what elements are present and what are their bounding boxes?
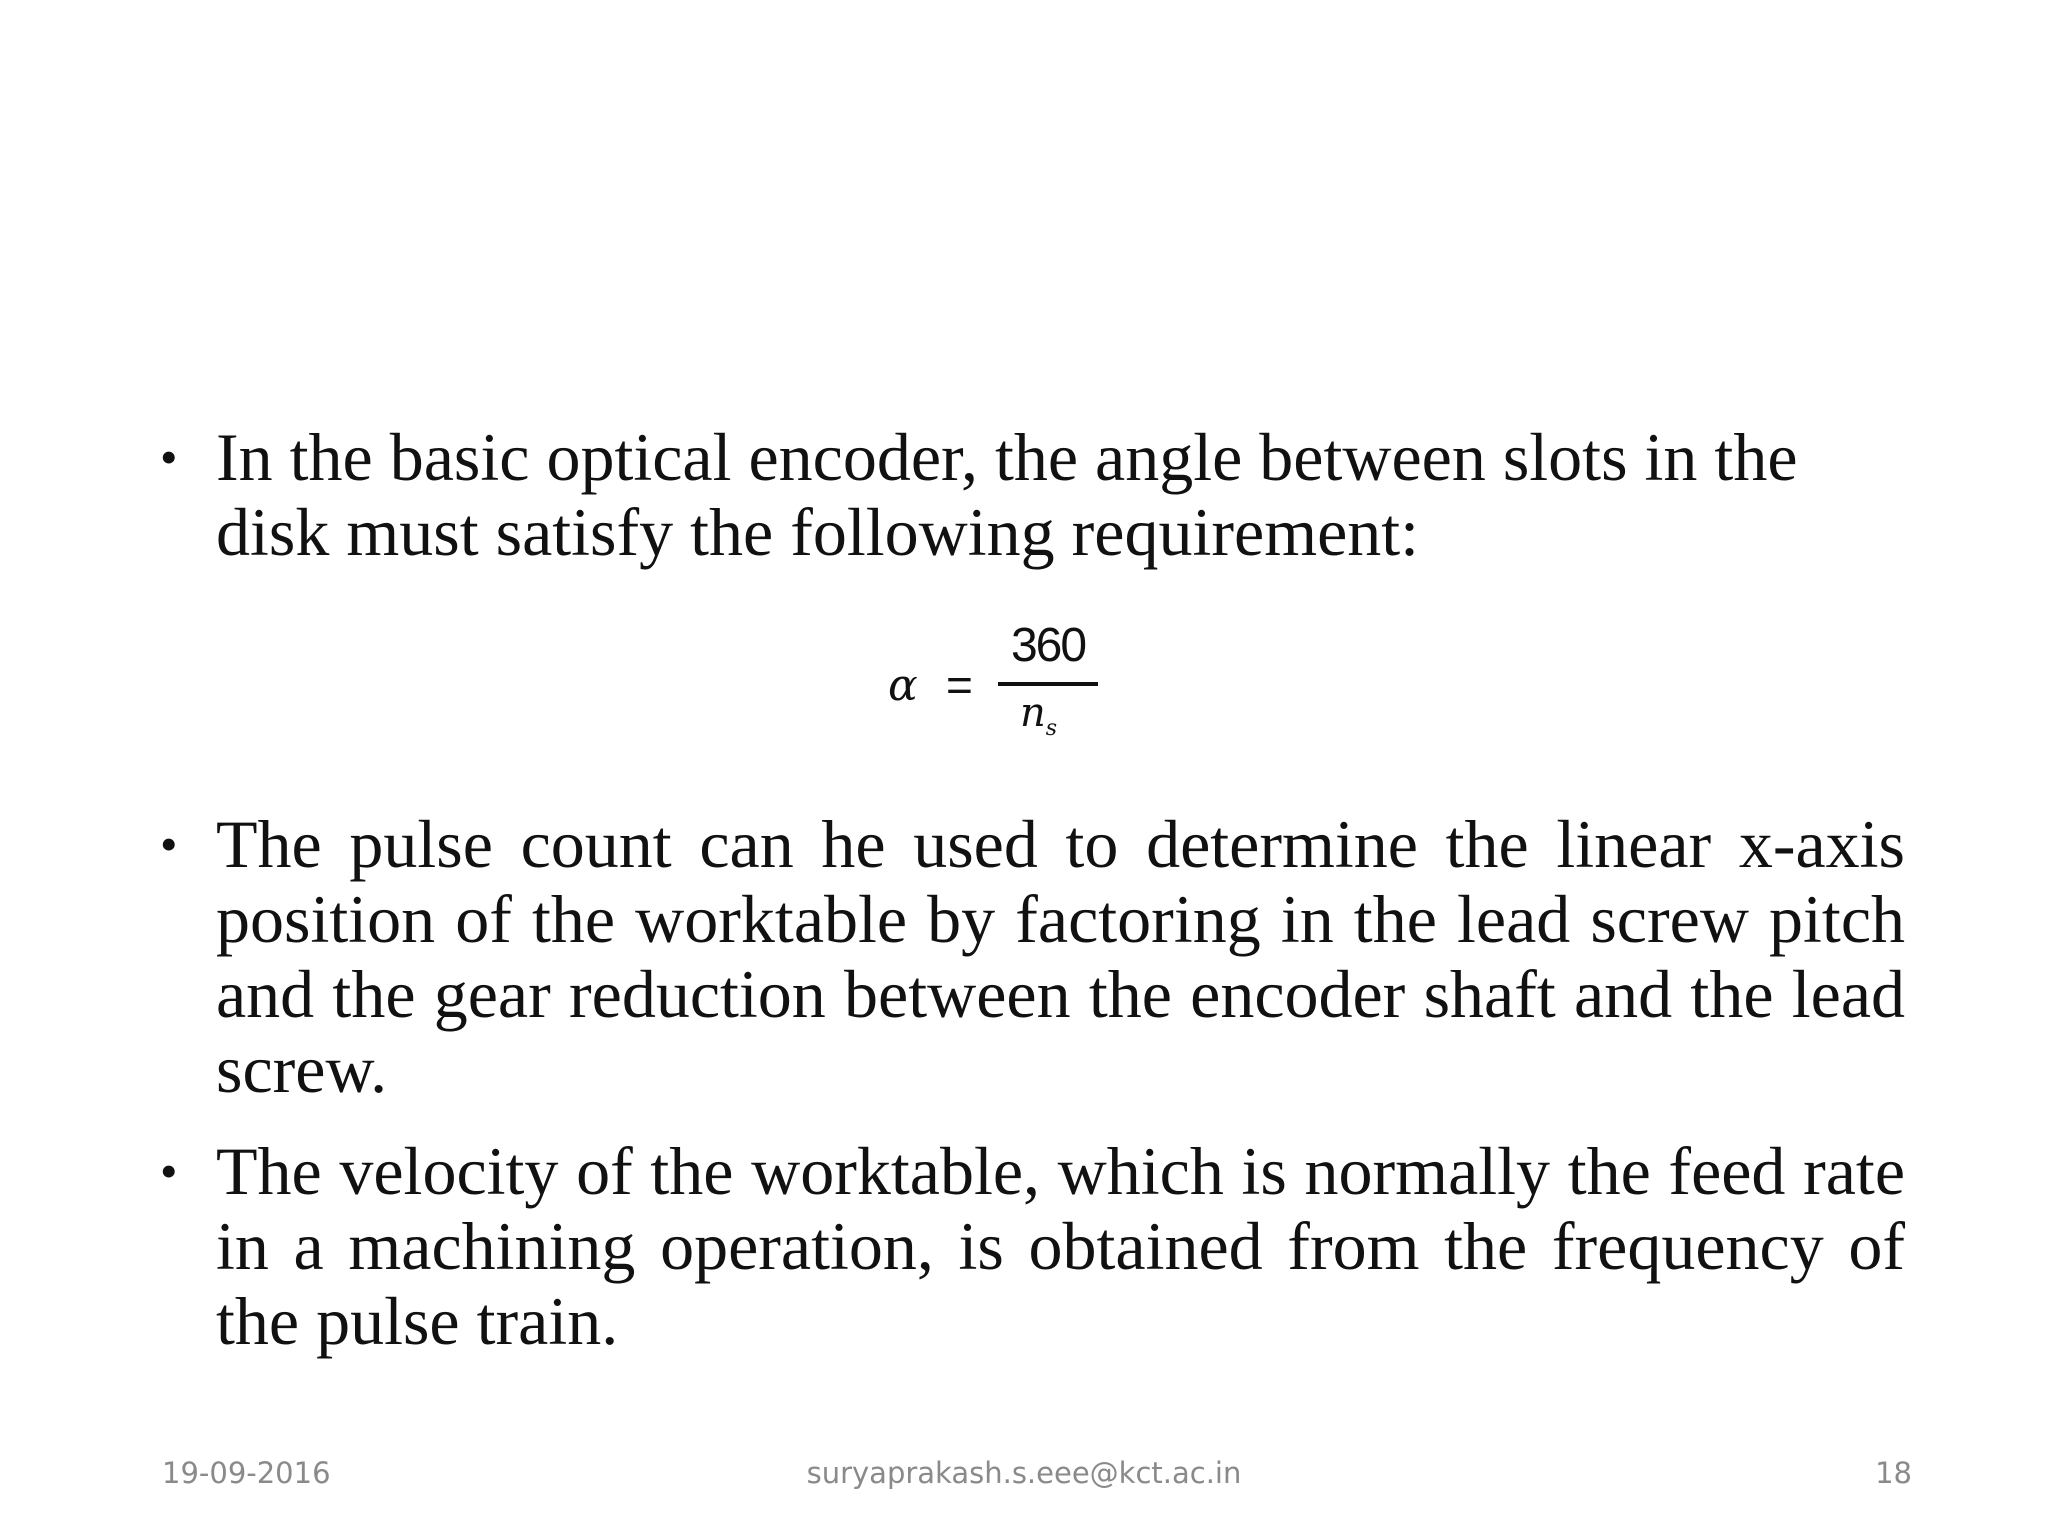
bullet-symbol: • <box>160 429 178 485</box>
formula-lhs: α <box>888 660 918 711</box>
formula-numerator: 360 <box>1010 619 1086 672</box>
fraction-bar <box>998 682 1098 686</box>
footer-email: suryaprakash.s.eee@kct.ac.in <box>806 1456 1242 1490</box>
bullet-text: The pulse count can he used to determine the linear x-axis position of the worktable by factoring in the lead screw pitch and the gear reduction between the encoder shaft and the lead screw. <box>216 806 1905 1107</box>
bullet-encoder-angle <box>160 420 1905 570</box>
footer-date: 19-09-2016 <box>162 1456 331 1490</box>
bullet-text: In the basic optical encoder, the angle between slots in the disk must satisfy the following requirement: <box>216 419 1798 570</box>
bullet-symbol: • <box>160 816 178 872</box>
footer-page-number: 18 <box>1875 1456 1912 1490</box>
bullet-velocity <box>160 1134 1905 1359</box>
bullet-symbol: • <box>160 1143 178 1199</box>
angle-formula <box>880 618 1100 758</box>
formula-operator: = <box>946 659 973 711</box>
formula-denominator: $n_s$ <box>1020 690 1058 741</box>
bullet-text: The velocity of the worktable, which is normally the feed rate in a machining operation, is obtained from the frequency of the pulse train. <box>216 1133 1905 1359</box>
formula-denominator-subscript: s <box>1045 716 1058 741</box>
bullet-pulse-count <box>160 807 1905 1107</box>
